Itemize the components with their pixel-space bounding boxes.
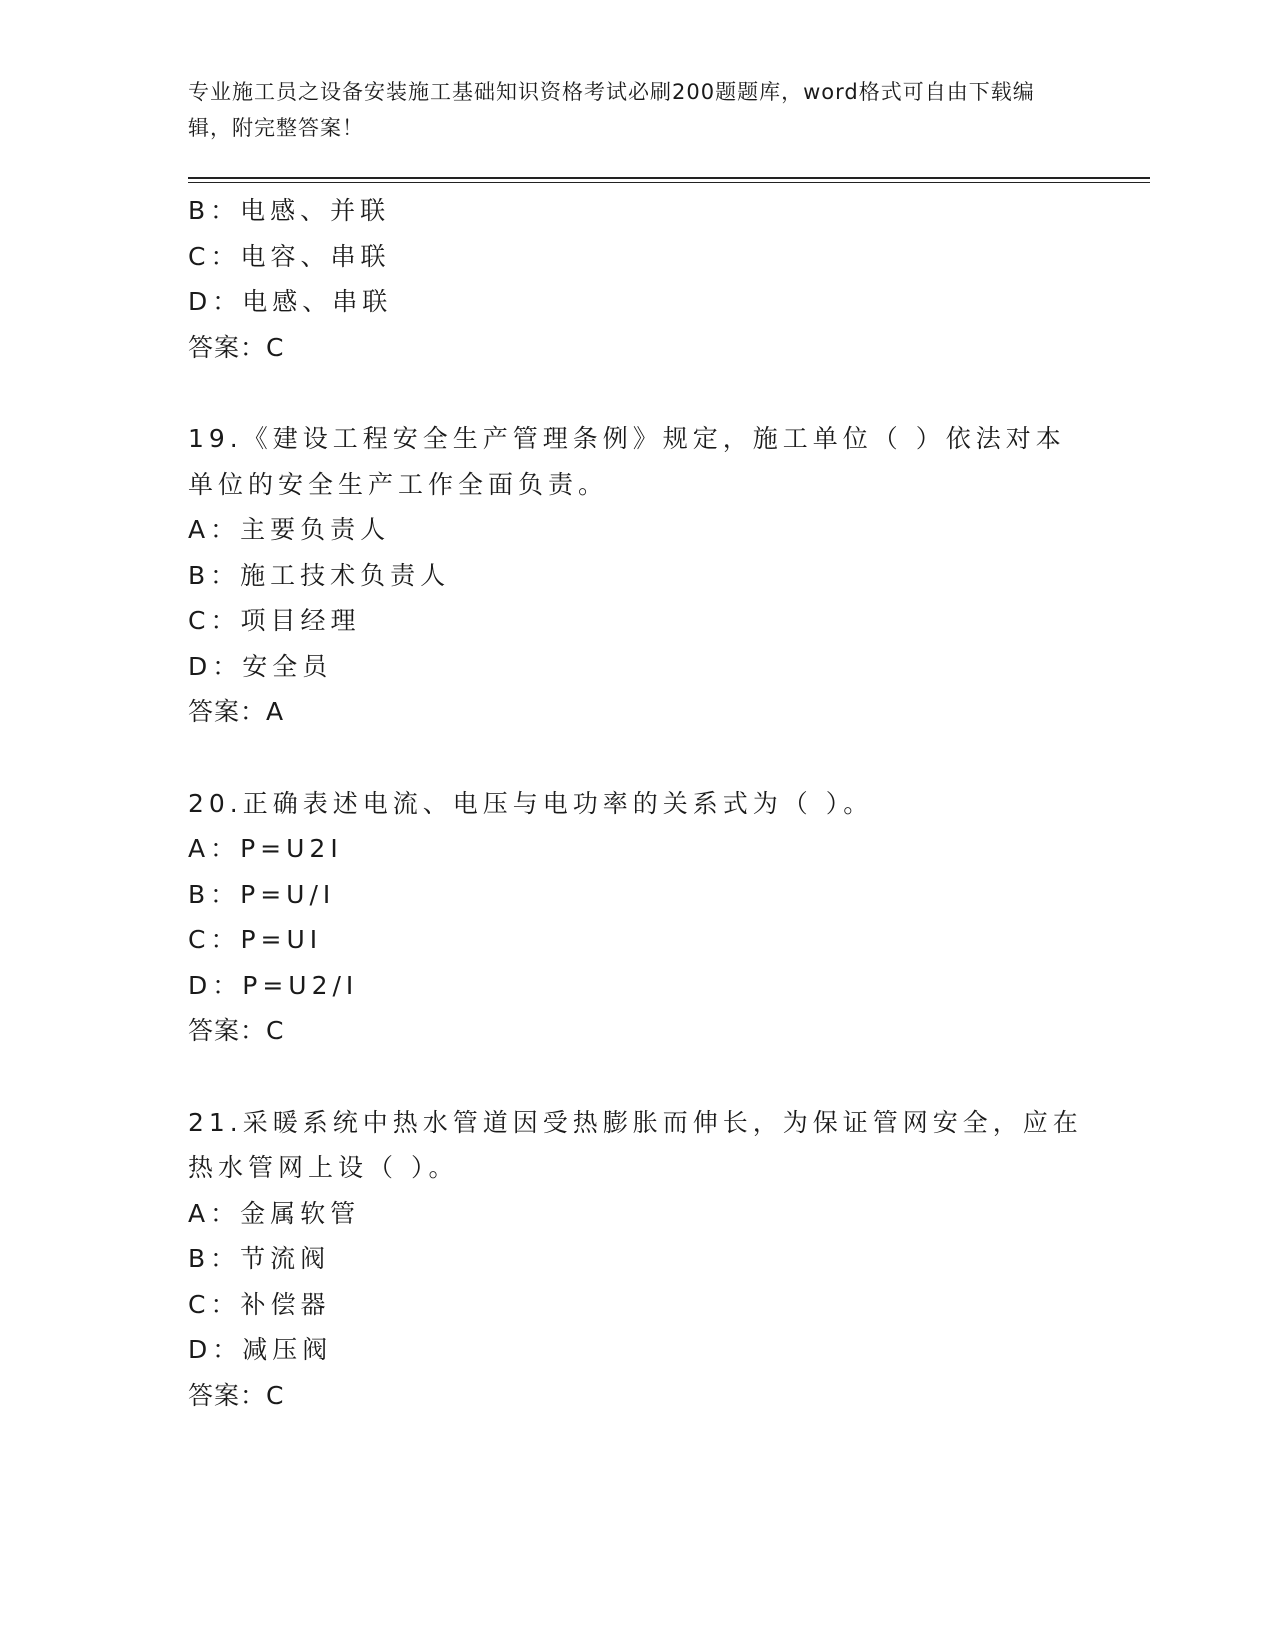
option-c: C：P=UI: [188, 925, 323, 954]
option-c: C：补偿器: [188, 1289, 331, 1319]
option-c: C：电容、串联: [188, 241, 391, 271]
option-d: D：P=U2/I: [188, 970, 359, 1000]
option-d: D：安全员: [188, 651, 333, 681]
option-d: D：电感、串联: [188, 287, 393, 316]
option-c: C：项目经理: [188, 606, 361, 635]
question-21: [188, 1100, 1088, 1419]
question-stem: 20.正确表述电流、电压与电功率的关系式为（ ）。: [188, 788, 874, 818]
option-d: D：减压阀: [188, 1335, 333, 1364]
answer-line: 答案：C: [188, 1016, 285, 1045]
answer-line: 答案：C: [188, 1380, 285, 1410]
option-b: B：电感、并联: [188, 196, 391, 225]
header-divider-thick: [188, 177, 1150, 179]
option-a: A：P=U2I: [188, 834, 343, 863]
option-b: B：P=U/I: [188, 879, 336, 909]
continued-question: [188, 188, 1088, 370]
option-a: A：金属软管: [188, 1198, 361, 1228]
answer-line: 答案：C: [188, 332, 285, 362]
option-a: A：主要负责人: [188, 515, 391, 544]
option-b: B：节流阀: [188, 1244, 331, 1273]
question-stem: 21.采暖系统中热水管道因受热膨胀而伸长，为保证管网安全，应在热水管网上设（ ）。: [188, 1107, 1083, 1182]
page-header: 专业施工员之设备安装施工基础知识资格考试必刷200题题库，word格式可自由下载编辑，附完整答案！: [188, 80, 1035, 140]
answer-line: 答案：A: [188, 697, 285, 726]
option-b: B：施工技术负责人: [188, 560, 451, 590]
question-content: [188, 188, 1088, 1418]
question-20: [188, 781, 1088, 1054]
question-19: [188, 416, 1088, 735]
header-divider-thin: [188, 182, 1150, 183]
question-stem: 19.《建设工程安全生产管理条例》规定，施工单位（ ）依法对本单位的安全生产工作全面负责。: [188, 424, 1066, 499]
